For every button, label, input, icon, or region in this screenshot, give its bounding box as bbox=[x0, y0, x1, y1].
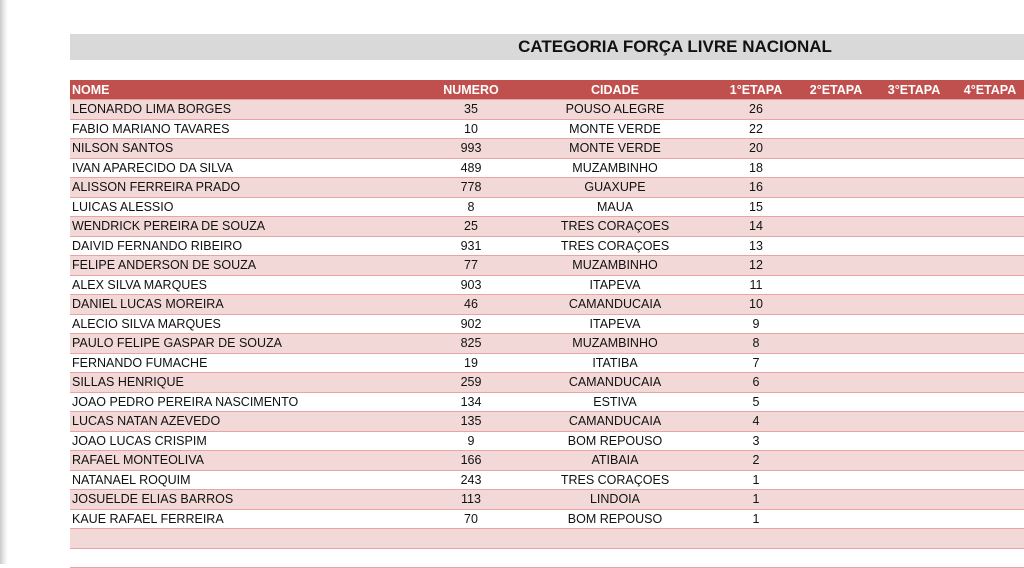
table-row bbox=[70, 256, 1024, 276]
cell-nome: IVAN APARECIDO DA SILVA bbox=[72, 159, 412, 178]
header-etapa3: 3°ETAPA bbox=[878, 80, 950, 99]
cell-numero: 19 bbox=[410, 354, 532, 373]
table-row bbox=[70, 490, 1024, 510]
cell-etapa1: 8 bbox=[720, 334, 792, 353]
cell-cidade: MUZAMBINHO bbox=[550, 159, 680, 178]
table-row bbox=[70, 295, 1024, 315]
cell-etapa2 bbox=[800, 217, 872, 236]
cell-etapa2 bbox=[800, 256, 872, 275]
cell-etapa4 bbox=[954, 354, 1024, 373]
cell-cidade: CAMANDUCAIA bbox=[550, 373, 680, 392]
cell-nome: WENDRICK PEREIRA DE SOUZA bbox=[72, 217, 412, 236]
cell-numero: 778 bbox=[410, 178, 532, 197]
table-row bbox=[70, 315, 1024, 335]
cell-etapa2 bbox=[800, 295, 872, 314]
cell-numero: 113 bbox=[410, 490, 532, 509]
cell-cidade: ESTIVA bbox=[550, 393, 680, 412]
cell-nome: ALISSON FERREIRA PRADO bbox=[72, 178, 412, 197]
cell-numero: 489 bbox=[410, 159, 532, 178]
table-row bbox=[70, 412, 1024, 432]
cell-numero: 243 bbox=[410, 471, 532, 490]
cell-etapa3 bbox=[878, 217, 950, 236]
table-row bbox=[70, 510, 1024, 530]
table-row bbox=[70, 451, 1024, 471]
cell-etapa4 bbox=[954, 100, 1024, 119]
cell-etapa1 bbox=[720, 529, 792, 548]
cell-numero: 70 bbox=[410, 510, 532, 529]
cell-etapa3 bbox=[878, 139, 950, 158]
cell-nome: LEONARDO LIMA BORGES bbox=[72, 100, 412, 119]
cell-etapa2 bbox=[800, 412, 872, 431]
cell-cidade bbox=[550, 549, 680, 568]
cell-etapa4 bbox=[954, 315, 1024, 334]
cell-etapa1: 16 bbox=[720, 178, 792, 197]
cell-etapa3 bbox=[878, 549, 950, 568]
cell-cidade: ITAPEVA bbox=[550, 315, 680, 334]
cell-etapa2 bbox=[800, 471, 872, 490]
cell-etapa3 bbox=[878, 471, 950, 490]
cell-etapa1: 18 bbox=[720, 159, 792, 178]
cell-etapa2 bbox=[800, 276, 872, 295]
cell-numero: 166 bbox=[410, 451, 532, 470]
cell-numero: 25 bbox=[410, 217, 532, 236]
cell-numero: 9 bbox=[410, 432, 532, 451]
cell-cidade: CAMANDUCAIA bbox=[550, 412, 680, 431]
cell-numero: 931 bbox=[410, 237, 532, 256]
cell-etapa1: 1 bbox=[720, 510, 792, 529]
header-nome: NOME bbox=[72, 80, 412, 99]
cell-etapa3 bbox=[878, 373, 950, 392]
cell-etapa3 bbox=[878, 412, 950, 431]
table-row bbox=[70, 100, 1024, 120]
cell-numero: 134 bbox=[410, 393, 532, 412]
cell-cidade: MONTE VERDE bbox=[550, 120, 680, 139]
cell-etapa2 bbox=[800, 198, 872, 217]
cell-cidade: LINDOIA bbox=[550, 490, 680, 509]
cell-etapa3 bbox=[878, 256, 950, 275]
cell-cidade: BOM REPOUSO bbox=[550, 432, 680, 451]
table-row bbox=[70, 471, 1024, 491]
cell-nome bbox=[72, 529, 412, 548]
cell-nome: JOAO PEDRO PEREIRA NASCIMENTO bbox=[72, 393, 412, 412]
cell-cidade: ATIBAIA bbox=[550, 451, 680, 470]
cell-etapa2 bbox=[800, 373, 872, 392]
cell-cidade: MAUA bbox=[550, 198, 680, 217]
cell-etapa3 bbox=[878, 315, 950, 334]
cell-etapa4 bbox=[954, 412, 1024, 431]
cell-cidade: ITAPEVA bbox=[550, 276, 680, 295]
table-row bbox=[70, 529, 1024, 549]
table-header-row bbox=[70, 80, 1024, 100]
cell-etapa4 bbox=[954, 471, 1024, 490]
cell-etapa3 bbox=[878, 451, 950, 470]
cell-etapa2 bbox=[800, 393, 872, 412]
cell-etapa4 bbox=[954, 373, 1024, 392]
cell-cidade: MUZAMBINHO bbox=[550, 334, 680, 353]
cell-cidade: ITATIBA bbox=[550, 354, 680, 373]
cell-etapa3 bbox=[878, 237, 950, 256]
cell-etapa4 bbox=[954, 490, 1024, 509]
cell-cidade: CAMANDUCAIA bbox=[550, 295, 680, 314]
cell-etapa2 bbox=[800, 120, 872, 139]
cell-cidade: GUAXUPE bbox=[550, 178, 680, 197]
cell-etapa1: 13 bbox=[720, 237, 792, 256]
cell-etapa2 bbox=[800, 490, 872, 509]
cell-etapa2 bbox=[800, 159, 872, 178]
cell-etapa1: 3 bbox=[720, 432, 792, 451]
cell-etapa2 bbox=[800, 432, 872, 451]
cell-etapa3 bbox=[878, 276, 950, 295]
cell-etapa3 bbox=[878, 100, 950, 119]
cell-etapa4 bbox=[954, 237, 1024, 256]
cell-etapa2 bbox=[800, 354, 872, 373]
cell-numero: 903 bbox=[410, 276, 532, 295]
cell-etapa2 bbox=[800, 451, 872, 470]
table-row bbox=[70, 549, 1024, 568]
cell-etapa1: 6 bbox=[720, 373, 792, 392]
cell-etapa3 bbox=[878, 432, 950, 451]
cell-nome: JOAO LUCAS CRISPIM bbox=[72, 432, 412, 451]
cell-nome: LUICAS ALESSIO bbox=[72, 198, 412, 217]
cell-etapa1: 7 bbox=[720, 354, 792, 373]
cell-etapa1: 1 bbox=[720, 490, 792, 509]
cell-etapa3 bbox=[878, 354, 950, 373]
cell-numero: 135 bbox=[410, 412, 532, 431]
cell-etapa1: 5 bbox=[720, 393, 792, 412]
cell-cidade: TRES CORAÇOES bbox=[550, 237, 680, 256]
cell-numero: 77 bbox=[410, 256, 532, 275]
cell-etapa4 bbox=[954, 217, 1024, 236]
cell-nome: PAULO FELIPE GASPAR DE SOUZA bbox=[72, 334, 412, 353]
cell-nome: FABIO MARIANO TAVARES bbox=[72, 120, 412, 139]
cell-etapa1: 9 bbox=[720, 315, 792, 334]
table-row bbox=[70, 373, 1024, 393]
cell-nome: JOSUELDE ELIAS BARROS bbox=[72, 490, 412, 509]
cell-etapa4 bbox=[954, 451, 1024, 470]
header-etapa1: 1°ETAPA bbox=[720, 80, 792, 99]
cell-nome bbox=[72, 549, 412, 568]
cell-etapa1: 15 bbox=[720, 198, 792, 217]
cell-etapa4 bbox=[954, 549, 1024, 568]
cell-cidade: TRES CORAÇOES bbox=[550, 471, 680, 490]
cell-etapa2 bbox=[800, 100, 872, 119]
cell-nome: NILSON SANTOS bbox=[72, 139, 412, 158]
table-row bbox=[70, 139, 1024, 159]
cell-etapa1: 22 bbox=[720, 120, 792, 139]
cell-etapa2 bbox=[800, 178, 872, 197]
cell-etapa3 bbox=[878, 529, 950, 548]
cell-cidade: MUZAMBINHO bbox=[550, 256, 680, 275]
cell-etapa3 bbox=[878, 198, 950, 217]
cell-etapa4 bbox=[954, 256, 1024, 275]
cell-numero: 35 bbox=[410, 100, 532, 119]
cell-nome: KAUE RAFAEL FERREIRA bbox=[72, 510, 412, 529]
cell-numero bbox=[410, 529, 532, 548]
cell-cidade: POUSO ALEGRE bbox=[550, 100, 680, 119]
cell-cidade bbox=[550, 529, 680, 548]
table-row bbox=[70, 432, 1024, 452]
cell-etapa3 bbox=[878, 490, 950, 509]
table-row bbox=[70, 159, 1024, 179]
cell-etapa2 bbox=[800, 237, 872, 256]
cell-etapa3 bbox=[878, 295, 950, 314]
table-row bbox=[70, 354, 1024, 374]
cell-nome: DAIVID FERNANDO RIBEIRO bbox=[72, 237, 412, 256]
cell-nome: FERNANDO FUMACHE bbox=[72, 354, 412, 373]
cell-etapa1: 2 bbox=[720, 451, 792, 470]
cell-etapa2 bbox=[800, 334, 872, 353]
header-numero: NUMERO bbox=[410, 80, 532, 99]
cell-etapa3 bbox=[878, 510, 950, 529]
results-table bbox=[70, 80, 1024, 568]
cell-etapa4 bbox=[954, 393, 1024, 412]
page-left-edge bbox=[0, 0, 7, 564]
cell-etapa4 bbox=[954, 159, 1024, 178]
cell-etapa3 bbox=[878, 334, 950, 353]
cell-etapa3 bbox=[878, 120, 950, 139]
cell-numero: 902 bbox=[410, 315, 532, 334]
cell-numero: 259 bbox=[410, 373, 532, 392]
cell-etapa1: 1 bbox=[720, 471, 792, 490]
cell-etapa1: 26 bbox=[720, 100, 792, 119]
cell-numero: 825 bbox=[410, 334, 532, 353]
title-bar bbox=[70, 34, 1024, 60]
cell-nome: LUCAS NATAN AZEVEDO bbox=[72, 412, 412, 431]
cell-cidade: TRES CORAÇOES bbox=[550, 217, 680, 236]
cell-etapa4 bbox=[954, 510, 1024, 529]
cell-nome: SILLAS HENRIQUE bbox=[72, 373, 412, 392]
table-row bbox=[70, 237, 1024, 257]
cell-etapa1 bbox=[720, 549, 792, 568]
cell-etapa4 bbox=[954, 295, 1024, 314]
page-title: CATEGORIA FORÇA LIVRE NACIONAL bbox=[515, 37, 835, 57]
cell-etapa3 bbox=[878, 178, 950, 197]
cell-etapa1: 4 bbox=[720, 412, 792, 431]
cell-etapa4 bbox=[954, 198, 1024, 217]
cell-etapa2 bbox=[800, 139, 872, 158]
table-row bbox=[70, 334, 1024, 354]
cell-etapa4 bbox=[954, 432, 1024, 451]
cell-cidade: MONTE VERDE bbox=[550, 139, 680, 158]
cell-numero: 46 bbox=[410, 295, 532, 314]
table-row bbox=[70, 393, 1024, 413]
cell-cidade: BOM REPOUSO bbox=[550, 510, 680, 529]
cell-nome: ALEX SILVA MARQUES bbox=[72, 276, 412, 295]
cell-etapa4 bbox=[954, 529, 1024, 548]
cell-etapa4 bbox=[954, 139, 1024, 158]
cell-nome: DANIEL LUCAS MOREIRA bbox=[72, 295, 412, 314]
cell-numero: 8 bbox=[410, 198, 532, 217]
table-row bbox=[70, 120, 1024, 140]
table-row bbox=[70, 198, 1024, 218]
cell-etapa2 bbox=[800, 529, 872, 548]
cell-nome: FELIPE ANDERSON DE SOUZA bbox=[72, 256, 412, 275]
table-body bbox=[70, 100, 1024, 568]
cell-etapa4 bbox=[954, 334, 1024, 353]
cell-numero: 993 bbox=[410, 139, 532, 158]
cell-etapa3 bbox=[878, 159, 950, 178]
header-etapa4: 4°ETAPA bbox=[954, 80, 1024, 99]
cell-etapa2 bbox=[800, 510, 872, 529]
cell-etapa2 bbox=[800, 549, 872, 568]
cell-nome: NATANAEL ROQUIM bbox=[72, 471, 412, 490]
cell-etapa1: 14 bbox=[720, 217, 792, 236]
cell-etapa4 bbox=[954, 178, 1024, 197]
header-cidade: CIDADE bbox=[550, 80, 680, 99]
cell-etapa1: 11 bbox=[720, 276, 792, 295]
header-etapa2: 2°ETAPA bbox=[800, 80, 872, 99]
table-row bbox=[70, 217, 1024, 237]
table-row bbox=[70, 276, 1024, 296]
table-row bbox=[70, 178, 1024, 198]
cell-etapa4 bbox=[954, 276, 1024, 295]
cell-nome: ALECIO SILVA MARQUES bbox=[72, 315, 412, 334]
cell-etapa1: 10 bbox=[720, 295, 792, 314]
cell-etapa4 bbox=[954, 120, 1024, 139]
cell-etapa3 bbox=[878, 393, 950, 412]
cell-etapa1: 20 bbox=[720, 139, 792, 158]
cell-numero: 10 bbox=[410, 120, 532, 139]
cell-etapa2 bbox=[800, 315, 872, 334]
cell-nome: RAFAEL MONTEOLIVA bbox=[72, 451, 412, 470]
cell-numero bbox=[410, 549, 532, 568]
cell-etapa1: 12 bbox=[720, 256, 792, 275]
